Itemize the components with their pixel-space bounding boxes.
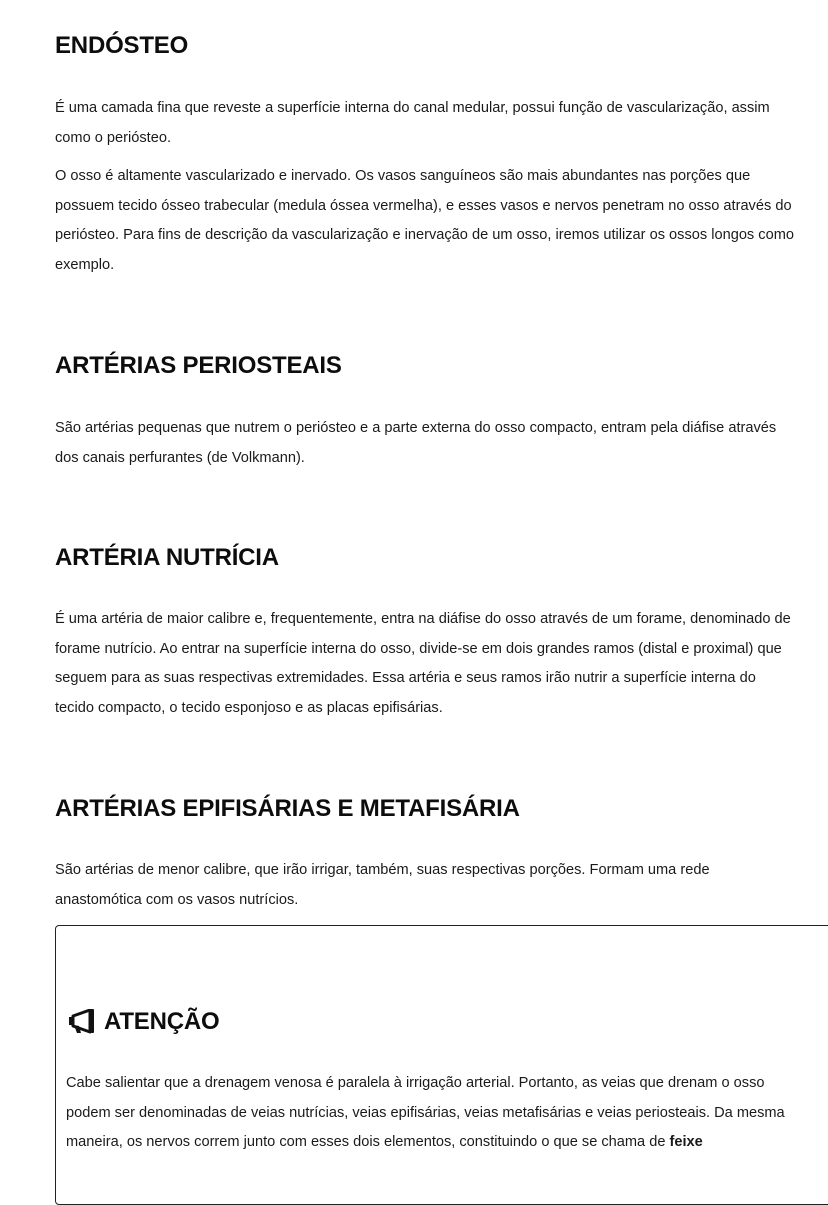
attention-callout [55, 925, 828, 1205]
callout-text [66, 1069, 806, 1158]
callout-body: Cabe salientar que a drenagem venosa é paralela à irrigação arterial. Portanto, as veias que drenam o osso podem ser denominadas de veias nutrícias, veias epifisárias, veias metafisárias e veias periosteais. Da mesma maneira, os nervos correm junto com esses dois elementos, constituindo o que se chama de [66, 1075, 785, 1151]
section-paragraph: É uma artéria de maior calibre e, frequentemente, entra na diáfise do osso através de um forame, denominado de forame nutrício. Ao entrar na superfície interna do osso, divide-se em dois grandes ramos (distal e proximal) que seguem para as suas respectivas extremidades. Essa artéria e seus ramos irão nutrir a superfície interna do tecido compacto, o tecido esponjoso e as placas epifisárias. [55, 611, 791, 716]
section-title-arterias-periosteais: ARTÉRIAS PERIOSTEAIS [55, 352, 342, 379]
callout-bold-term: feixe [669, 1134, 703, 1151]
section-paragraph: É uma camada fina que reveste a superfície interna do canal medular, possui função de vascularização, assim como o periósteo. [55, 100, 770, 146]
section-title-endosteo: ENDÓSTEO [55, 32, 189, 59]
section-title-arteria-nutricia: ARTÉRIA NUTRÍCIA [55, 544, 279, 571]
section-paragraph: O osso é altamente vascularizado e inervado. Os vasos sanguíneos são mais abundantes nas porções que possuem tecido ósseo trabecular (medula óssea vermelha), e esses vasos e nervos penetram no osso através do periósteo. Para fins de descrição da vascularização e inervação de um osso, iremos utilizar os ossos longos como exemplo. [55, 168, 794, 273]
section-paragraph: São artérias pequenas que nutrem o periósteo e a parte externa do osso compacto, entram pela diáfise através dos canais perfurantes (de Volkmann). [55, 420, 777, 466]
section-title-arterias-epifisarias: ARTÉRIAS EPIFISÁRIAS E METAFISÁRIA [55, 795, 520, 822]
callout-title: ATENÇÃO [104, 1008, 220, 1035]
section-paragraph: São artérias de menor calibre, que irão irrigar, também, suas respectivas porções. Formam uma rede anastomótica com os vasos nutrícios. [55, 862, 710, 908]
callout-header [66, 1008, 219, 1036]
megaphone-icon [66, 1009, 96, 1035]
